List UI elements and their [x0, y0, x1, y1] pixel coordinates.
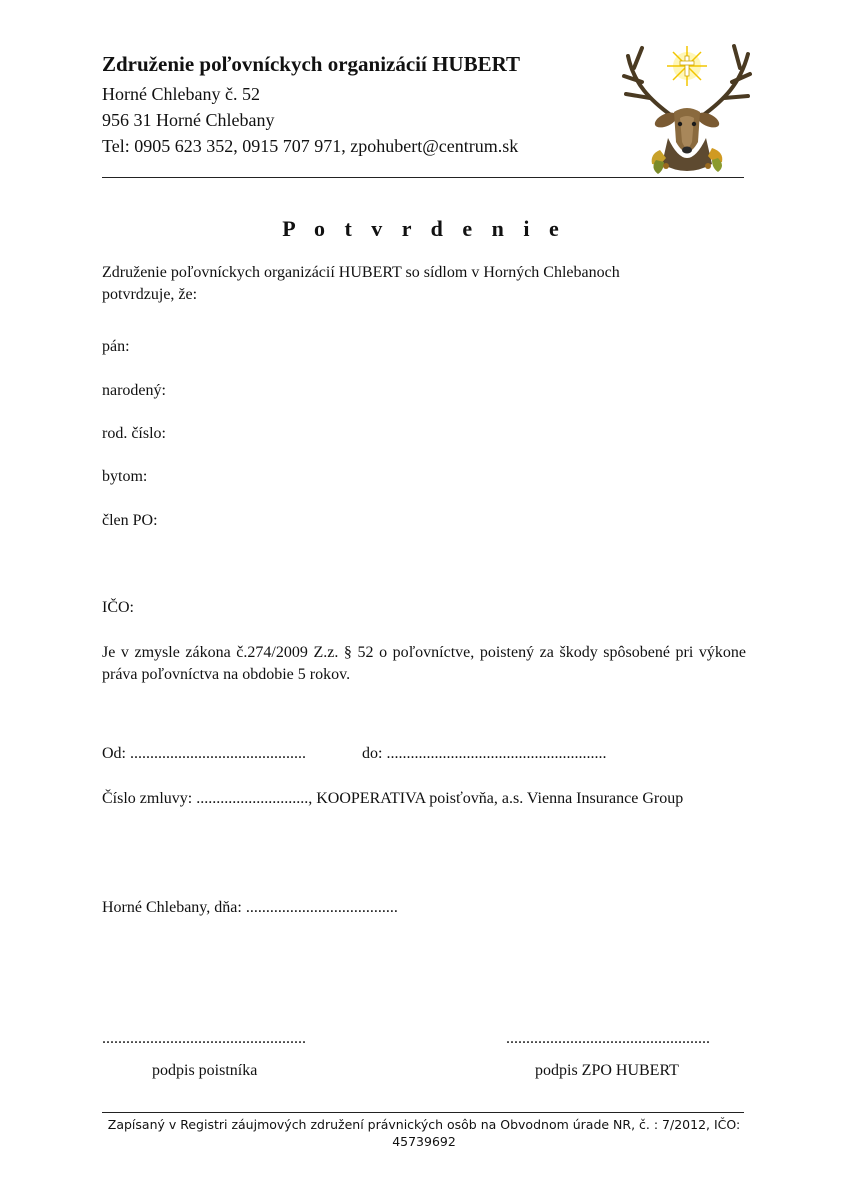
field-label-pan: pán:	[102, 338, 130, 355]
organization-name: Združenie poľovníckych organizácií HUBERT	[102, 52, 521, 76]
field-label-bytom: bytom:	[102, 468, 148, 485]
document-title: P o t v r d e n i e	[282, 216, 566, 241]
signature-label-left: podpis poistníka	[152, 1062, 258, 1079]
place-date-line: Horné Chlebany, dňa: ......................................	[102, 899, 398, 916]
signature-line-left: ...................................................	[102, 1030, 306, 1047]
period-from: Od: ............................................	[102, 745, 306, 762]
insurance-statement: Je v zmysle zákona č.274/2009 Z.z. § 52 o poľovníctve, poistený za škody spôsobené pri výkone práva poľovníctva na obdobie 5 rokov.	[102, 644, 746, 683]
contract-number-line: Číslo zmluvy: ............................, KOOPERATIVA poisťovňa, a.s. Vienna Insurance Group	[102, 790, 684, 807]
footer-registration: Zapísaný v Registri záujmových združení právnických osôb na Obvodnom úrade NR, č. : 7/2012, IČO: 45739692	[107, 1117, 741, 1149]
contact-line: Tel: 0905 623 352, 0915 707 971, zpohubert@centrum.sk	[102, 136, 519, 156]
field-label-clen-po: člen PO:	[102, 512, 158, 529]
field-label-ico: IČO:	[102, 599, 134, 616]
address-line-1: Horné Chlebany č. 52	[102, 84, 260, 104]
address-line-2: 956 31 Horné Chlebany	[102, 110, 275, 130]
intro-line-1: Združenie poľovníckych organizácií HUBERT so sídlom v Horných Chlebanoch	[102, 264, 620, 281]
field-label-rod-cislo: rod. číslo:	[102, 425, 166, 442]
signature-line-right: ...................................................	[506, 1030, 710, 1047]
period-to: do: .......................................................	[362, 745, 607, 762]
intro-line-2: potvrdzuje, že:	[102, 286, 198, 303]
deer-head-logo-icon	[620, 38, 754, 174]
field-label-narodeny: narodený:	[102, 382, 166, 399]
footer-divider	[102, 1112, 744, 1113]
signature-label-right: podpis ZPO HUBERT	[535, 1062, 679, 1079]
header-divider	[102, 177, 744, 178]
